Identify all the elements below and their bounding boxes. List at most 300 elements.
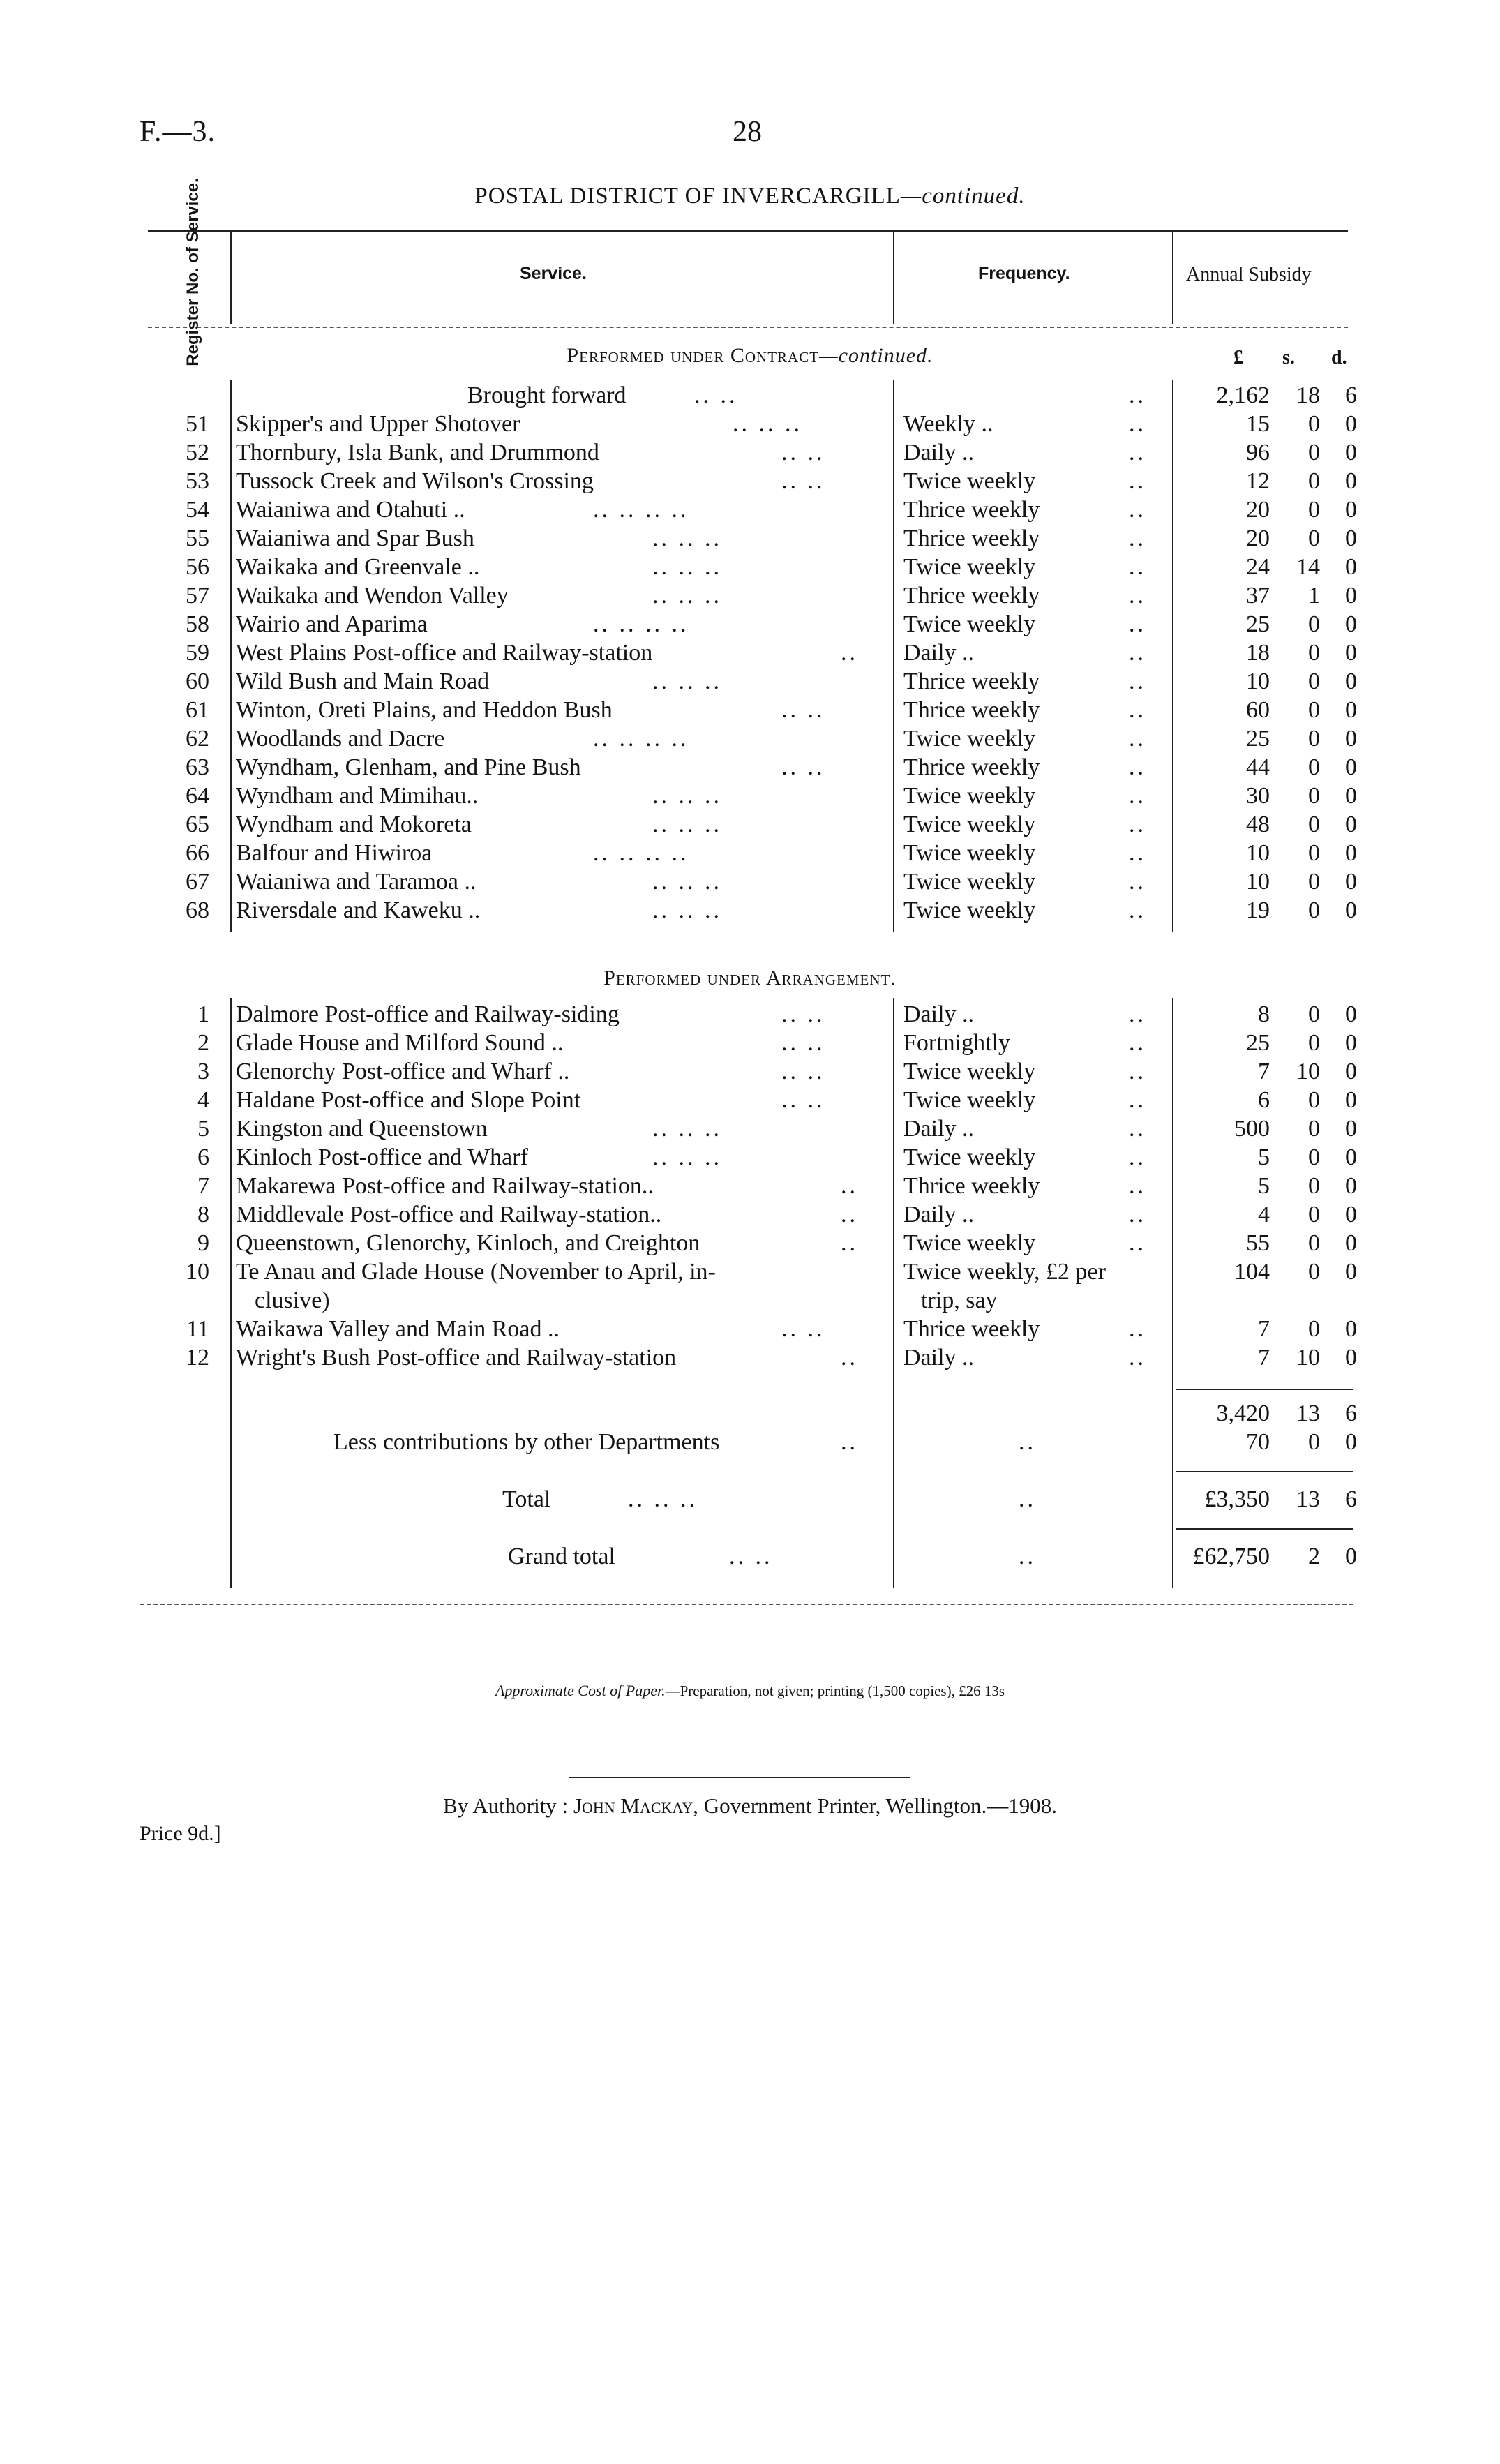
table-row [0,696,1500,724]
amount-pounds: 4 [1258,1202,1270,1227]
leader-dots: .. [1129,583,1146,608]
cost-label: Approximate Cost of Paper. [495,1682,666,1699]
frequency: Thrice weekly [903,669,1040,694]
leader-dots: .. .. .. [652,669,722,694]
frequency: Fortnightly [903,1030,1011,1056]
amount-pence: 0 [1345,1202,1357,1227]
amount-pence: 0 [1345,1087,1357,1113]
cost-footnote [0,1682,1500,1700]
leader-dots: .. .. .. [652,583,722,608]
table-row [0,610,1500,639]
service-name: Woodlands and Dacre [236,726,445,752]
amount-pence: 0 [1345,411,1357,437]
amount-pounds: 24 [1246,554,1270,580]
leader-dots: .. .. [781,697,825,723]
header-bottom-rule [148,327,1348,328]
title-main: POSTAL DISTRICT OF INVERCARGILL [474,184,901,209]
amount-shillings: 0 [1308,1259,1320,1285]
header-frequency: Frequency. [978,264,1070,283]
amount-pounds: 3,420 [1216,1401,1270,1426]
table-row [0,1257,1500,1286]
service-name: Thornbury, Isla Bank, and Drummond [236,440,599,465]
service-name: Waikaka and Greenvale .. [236,554,480,580]
amount-shillings: 0 [1308,726,1320,752]
amount-pounds: 25 [1246,611,1270,637]
frequency: Thrice weekly [903,754,1040,780]
leader-dots: .. .. [781,1316,825,1342]
leader-dots: .. [1129,669,1146,694]
amount-shillings: 0 [1308,812,1320,837]
amount-shillings: 0 [1308,611,1320,637]
leader-dots: .. [1129,726,1146,752]
page-number: 28 [733,116,762,148]
register-number: 67 [186,869,209,895]
service-name: Skipper's and Upper Shotover [236,411,520,437]
register-number: 7 [197,1173,209,1199]
service-name: Haldane Post-office and Slope Point [236,1087,581,1113]
leader-dots: .. [1129,468,1146,494]
service-name: Glade House and Milford Sound .. [236,1030,564,1056]
leader-dots: .. [841,640,858,666]
leader-dots: .. .. .. [652,812,722,837]
leader-dots: .. .. [781,1087,825,1113]
leader-dots: .. .. .. [652,897,722,923]
leader-dots: .. .. .. [628,1486,698,1512]
amount-shillings: 0 [1308,525,1320,551]
header-annual-subsidy: Annual Subsidy [1186,264,1312,285]
leader-dots: .. .. .. [652,1144,722,1170]
amount-shillings: 0 [1308,497,1320,523]
amount-shillings: 0 [1308,669,1320,694]
amount-pounds: 48 [1246,812,1270,837]
service-name: Winton, Oreti Plains, and Heddon Bush [236,697,613,723]
service-name: Kinloch Post-office and Wharf [236,1144,528,1170]
price: Price 9d.] [140,1822,221,1845]
amount-shillings: 0 [1308,468,1320,494]
total-row [0,1485,1500,1514]
header-register-no: Register No. of Service. [183,178,202,366]
amount-pence: 0 [1345,697,1357,723]
amount-pounds: 6 [1258,1087,1270,1113]
service-name: Wright's Bush Post-office and Railway-station [236,1345,677,1371]
table-row [0,1315,1500,1343]
amount-pounds: 18 [1246,640,1270,666]
table-top-rule [148,230,1348,232]
amount-pence: 0 [1345,1230,1357,1256]
column-divider [893,230,894,324]
amount-shillings: 13 [1296,1401,1320,1426]
service-name: Te Anau and Glade House (November to April, in- [236,1259,716,1285]
table-row-continuation [0,1286,1500,1315]
frequency: Weekly .. [903,411,993,437]
leader-dots: .. [1129,754,1146,780]
section-arrangement-heading: Performed under Arrangement. [603,966,897,990]
register-number: 9 [197,1230,209,1256]
register-number: 64 [186,783,209,809]
leader-dots: .. .. .. [652,869,722,895]
frequency: Twice weekly [903,611,1036,637]
service-name: West Plains Post-office and Railway-station [236,640,653,666]
amount-pounds: 25 [1246,726,1270,752]
amount-pounds: 12 [1246,468,1270,494]
leader-dots: .. [1129,1087,1146,1113]
amount-pence: 0 [1345,1345,1357,1371]
leader-dots: .. [1129,840,1146,866]
amount-pence: 0 [1345,812,1357,837]
frequency: Daily .. [903,1345,975,1371]
table-row [0,467,1500,495]
amount-pence: 0 [1345,783,1357,809]
amount-pounds: 70 [1246,1429,1270,1455]
amount-shillings: 0 [1308,840,1320,866]
amount-pence: 0 [1345,1316,1357,1342]
service-name: Queenstown, Glenorchy, Kinloch, and Creighton [236,1230,700,1256]
amount-pounds: 20 [1246,497,1270,523]
amount-shillings: 0 [1308,1429,1320,1455]
title-continued: —continued. [900,184,1026,209]
table-row [0,753,1500,782]
table-row [0,1200,1500,1229]
service-name: Waikaka and Wendon Valley [236,583,509,608]
amount-pounds: 60 [1246,697,1270,723]
amount-pence: 0 [1345,1001,1357,1027]
register-number: 58 [186,611,209,637]
service-name: clusive) [255,1287,330,1313]
register-number: 3 [197,1059,209,1084]
frequency: Twice weekly [903,1230,1036,1256]
amount-pence: 0 [1345,583,1357,608]
leader-dots: .. [1129,1001,1146,1027]
register-number: 57 [186,583,209,608]
leader-dots: .. .. [781,1059,825,1084]
leader-dots: .. .. [781,468,825,494]
total-label: Total [502,1486,551,1512]
table-row [0,839,1500,867]
footer-rule [569,1777,910,1778]
register-number: 51 [186,411,209,437]
amount-pence: 0 [1345,669,1357,694]
table-row [0,524,1500,553]
service-name: Makarewa Post-office and Railway-station.. [236,1173,654,1199]
leader-dots: .. .. .. [652,525,722,551]
amount-shillings: 0 [1308,411,1320,437]
amount-pence: 0 [1345,1259,1357,1285]
amount-pence: 0 [1345,726,1357,752]
frequency: Twice weekly [903,1087,1036,1113]
amount-pounds: 19 [1246,897,1270,923]
frequency: Daily .. [903,1202,975,1227]
brought-forward-row [0,381,1500,410]
frequency: Daily .. [903,640,975,666]
leader-dots: .. [1129,1144,1146,1170]
frequency: Twice weekly [903,1144,1036,1170]
leader-dots: .. .. .. [652,783,722,809]
register-number: 52 [186,440,209,465]
less-contributions-row [0,1428,1500,1456]
leader-dots: .. [1129,611,1146,637]
less-contributions-label: Less contributions by other Departments [333,1429,720,1455]
amount-shillings: 0 [1308,1144,1320,1170]
leader-dots: .. .. .. [652,1116,722,1142]
table-bottom-rule [140,1604,1353,1605]
amount-shillings: 0 [1308,1173,1320,1199]
frequency: Thrice weekly [903,1316,1040,1342]
amount-pounds: £3,350 [1204,1486,1270,1512]
register-number: 53 [186,468,209,494]
shillings-header: s. [1282,347,1295,368]
register-number: 6 [197,1144,209,1170]
leader-dots: .. [1129,497,1146,523]
frequency: Twice weekly [903,726,1036,752]
leader-dots: .. [1129,783,1146,809]
amount-pounds: 8 [1258,1001,1270,1027]
leader-dots: .. [1129,1059,1146,1084]
amount-pounds: £62,750 [1192,1544,1270,1569]
amount-shillings: 0 [1308,640,1320,666]
service-name: Waianiwa and Taramoa .. [236,869,477,895]
amount-pounds: 500 [1234,1116,1270,1142]
pounds-header: £ [1233,347,1243,368]
register-number: 10 [186,1259,209,1285]
page-reference: F.—3. [140,116,216,148]
brought-forward-label: Brought forward [467,382,627,408]
amount-pence: 0 [1345,468,1357,494]
table-row [0,1057,1500,1086]
register-number: 62 [186,726,209,752]
leader-dots: .. [1129,1030,1146,1056]
register-number: 2 [197,1030,209,1056]
register-number: 5 [197,1116,209,1142]
table-row [0,410,1500,438]
frequency: Twice weekly [903,1059,1036,1084]
table-row [0,581,1500,610]
leader-dots: .. [1129,869,1146,895]
frequency: Thrice weekly [903,1173,1040,1199]
frequency: Twice weekly [903,783,1036,809]
amount-pence: 0 [1345,525,1357,551]
amount-pence: 0 [1345,754,1357,780]
amount-shillings: 0 [1308,1202,1320,1227]
register-number: 55 [186,525,209,551]
table-row [0,724,1500,753]
amount-pounds: 30 [1246,783,1270,809]
subtotal-rule [1176,1389,1353,1390]
frequency: trip, say [921,1287,998,1313]
leader-dots: .. [1129,1230,1146,1256]
register-number: 8 [197,1202,209,1227]
amount-pounds: 25 [1246,1030,1270,1056]
amount-shillings: 0 [1308,1316,1320,1342]
service-name: Riversdale and Kaweku .. [236,897,481,923]
service-name: Wyndham, Glenham, and Pine Bush [236,754,581,780]
amount-shillings: 0 [1308,1001,1320,1027]
leader-dots: .. [841,1429,858,1455]
amount-pence: 0 [1345,1030,1357,1056]
amount-shillings: 0 [1308,697,1320,723]
service-name: Waianiwa and Spar Bush [236,525,474,551]
register-number: 54 [186,497,209,523]
printer-authority: By Authority : John Mackay, Government Printer, Wellington.—1908. [443,1793,1057,1818]
amount-pence: 0 [1345,1173,1357,1199]
amount-pounds: 20 [1246,525,1270,551]
leader-dots: .. .. [729,1544,773,1569]
amount-pence: 0 [1345,869,1357,895]
register-number: 12 [186,1345,209,1371]
register-number: 66 [186,840,209,866]
amount-pounds: 44 [1246,754,1270,780]
column-divider [1172,230,1173,324]
leader-dots: .. .. .. .. [593,840,689,866]
leader-dots: .. [841,1173,858,1199]
frequency: Twice weekly [903,468,1036,494]
leader-dots: .. .. .. [733,411,802,437]
frequency: Twice weekly [903,840,1036,866]
grand-total-rule [1176,1528,1353,1530]
table-row [0,639,1500,667]
leader-dots: .. .. [781,440,825,465]
leader-dots: .. [1129,1345,1146,1371]
leader-dots: .. .. [694,382,738,408]
leader-dots: .. [1019,1429,1036,1455]
frequency: Twice weekly [903,554,1036,580]
service-name: Wyndham and Mokoreta [236,812,472,837]
table-row [0,1086,1500,1114]
header-service: Service. [520,264,587,283]
amount-pence: 6 [1345,382,1357,408]
leader-dots: .. [1129,1316,1146,1342]
frequency: Twice weekly, £2 per [903,1259,1106,1285]
amount-shillings: 0 [1308,754,1320,780]
amount-pence: 6 [1345,1486,1357,1512]
service-name: Middlevale Post-office and Railway-station.. [236,1202,662,1227]
section-contract-heading: Performed under Contract—continued. [567,344,933,367]
table-row [0,667,1500,696]
amount-pounds: 55 [1246,1230,1270,1256]
amount-pounds: 10 [1246,869,1270,895]
leader-dots: .. .. .. .. [593,611,689,637]
amount-pounds: 96 [1246,440,1270,465]
register-number: 11 [186,1316,209,1342]
leader-dots: .. .. [781,754,825,780]
amount-shillings: 10 [1296,1059,1320,1084]
register-number: 68 [186,897,209,923]
service-name: Wyndham and Mimihau.. [236,783,479,809]
printer-name: John Mackay, [573,1793,698,1818]
leader-dots: .. .. [781,1001,825,1027]
grand-total-row [0,1542,1500,1571]
amount-pounds: 2,162 [1216,382,1270,408]
amount-pence: 0 [1345,554,1357,580]
amount-pounds: 5 [1258,1173,1270,1199]
service-name: Balfour and Hiwiroa [236,840,433,866]
amount-shillings: 18 [1296,382,1320,408]
register-number: 63 [186,754,209,780]
table-row [0,1000,1500,1029]
frequency: Thrice weekly [903,697,1040,723]
table-row [0,896,1500,925]
leader-dots: .. [1019,1544,1036,1569]
table-row [0,1114,1500,1143]
leader-dots: .. [1129,554,1146,580]
leader-dots: .. [1129,697,1146,723]
amount-pence: 0 [1345,1544,1357,1569]
table-row [0,1343,1500,1372]
amount-shillings: 2 [1308,1544,1320,1569]
leader-dots: .. [1129,812,1146,837]
service-name: Wairio and Aparima [236,611,428,637]
amount-shillings: 0 [1308,440,1320,465]
table-row [0,495,1500,524]
amount-pounds: 7 [1258,1345,1270,1371]
amount-shillings: 0 [1308,869,1320,895]
leader-dots: .. [1129,382,1146,408]
leader-dots: .. [1129,525,1146,551]
frequency: Twice weekly [903,812,1036,837]
service-name: Kingston and Queenstown [236,1116,488,1142]
amount-pence: 0 [1345,640,1357,666]
register-number: 4 [197,1087,209,1113]
amount-pence: 0 [1345,497,1357,523]
leader-dots: .. [841,1345,858,1371]
amount-pounds: 37 [1246,583,1270,608]
frequency: Daily .. [903,1116,975,1142]
table-row [0,810,1500,839]
subtotal-row [0,1399,1500,1428]
register-number: 60 [186,669,209,694]
amount-pounds: 10 [1246,840,1270,866]
table-row [0,1143,1500,1172]
table-row [0,1229,1500,1257]
leader-dots: .. [1129,1202,1146,1227]
amount-pence: 6 [1345,1401,1357,1426]
service-name: Dalmore Post-office and Railway-siding [236,1001,620,1027]
leader-dots: .. [841,1230,858,1256]
grand-total-label: Grand total [508,1544,615,1569]
amount-pence: 0 [1345,440,1357,465]
amount-pence: 0 [1345,1059,1357,1084]
frequency: Thrice weekly [903,583,1040,608]
service-name: Waianiwa and Otahuti .. [236,497,465,523]
frequency: Thrice weekly [903,497,1040,523]
amount-shillings: 0 [1308,1087,1320,1113]
amount-pence: 0 [1345,897,1357,923]
service-name: Tussock Creek and Wilson's Crossing [236,468,594,494]
leader-dots: .. [1129,640,1146,666]
leader-dots: .. .. .. .. [593,726,689,752]
leader-dots: .. .. [781,1030,825,1056]
register-number: 1 [197,1001,209,1027]
amount-pounds: 5 [1258,1144,1270,1170]
amount-pounds: 7 [1258,1059,1270,1084]
leader-dots: .. .. .. [652,554,722,580]
table-row [0,782,1500,810]
register-number: 65 [186,812,209,837]
amount-shillings: 1 [1308,583,1320,608]
leader-dots: .. [1129,1173,1146,1199]
frequency: Twice weekly [903,897,1036,923]
amount-shillings: 0 [1308,783,1320,809]
register-number: 56 [186,554,209,580]
table-row [0,553,1500,581]
service-name: Waikawa Valley and Main Road .. [236,1316,560,1342]
pence-header: d. [1331,347,1347,368]
cost-text: —Preparation, not given; printing (1,500 copies), £26 13s [665,1682,1005,1699]
leader-dots: .. [1129,411,1146,437]
leader-dots: .. [1129,1116,1146,1142]
leader-dots: .. [1129,440,1146,465]
amount-pence: 0 [1345,1116,1357,1142]
service-name: Wild Bush and Main Road [236,669,490,694]
